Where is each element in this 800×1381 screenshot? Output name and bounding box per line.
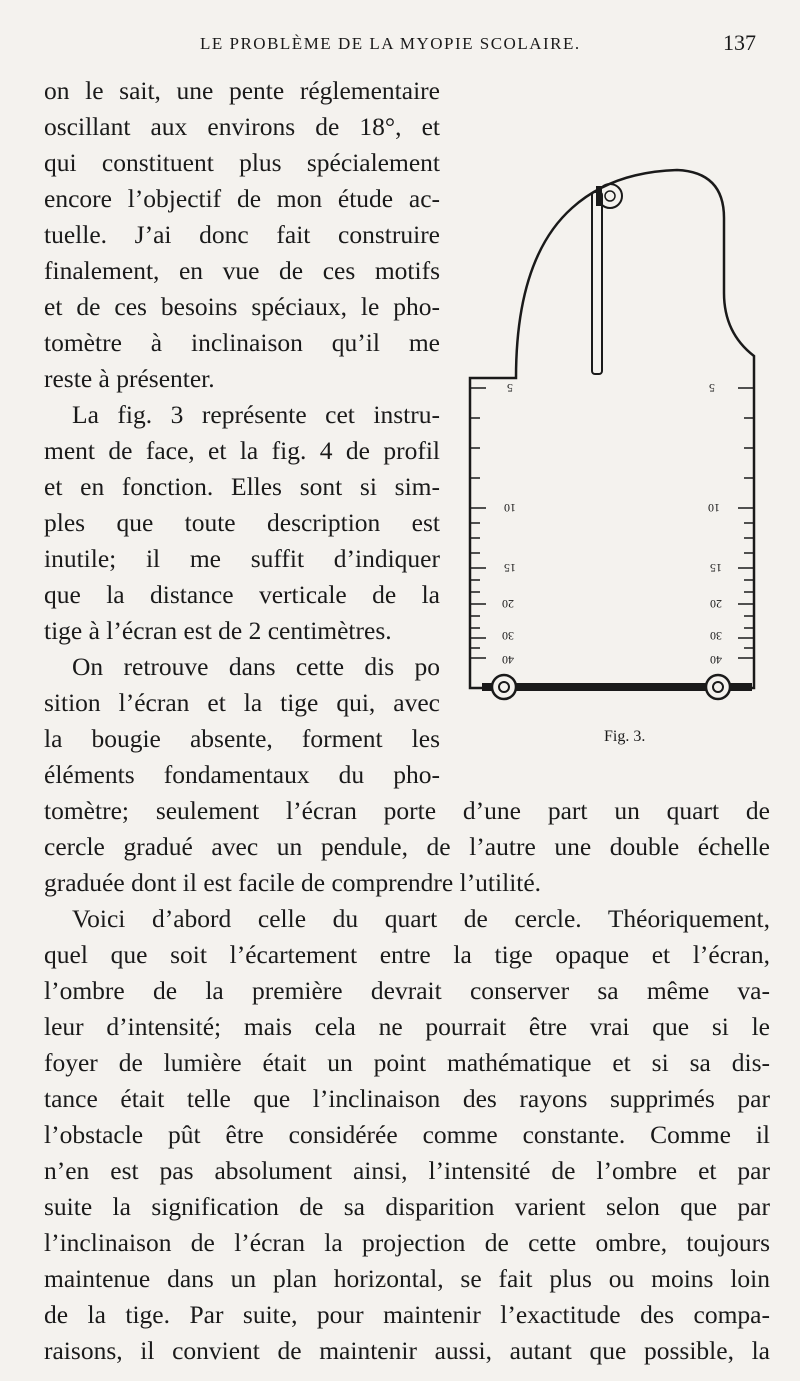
scale-label-left: 5 bbox=[507, 381, 513, 395]
text-line: l’ombre de la première devrait conserver sa même va- bbox=[44, 976, 770, 1005]
text-line: ment de face, et la fig. 4 de profil bbox=[44, 436, 440, 465]
left-scale bbox=[470, 378, 486, 688]
text-line: qui constituent plus spécialement bbox=[44, 148, 440, 177]
scale-label-right: 40 bbox=[710, 653, 722, 667]
scale-label-right: 20 bbox=[710, 597, 722, 611]
text-line: sition l’écran et la tige qui, avec bbox=[44, 688, 440, 717]
text-line: La fig. 3 représente cet instru- bbox=[72, 400, 440, 429]
text-line: et en fonction. Elles sont si sim- bbox=[44, 472, 440, 501]
text-line: leur d’intensité; mais cela ne pourrait être vrai que si le bbox=[44, 1012, 770, 1041]
text-line: raisons, il convient de maintenir aussi, autant que possible, la bbox=[44, 1336, 770, 1365]
scale-label-left: 20 bbox=[502, 597, 514, 611]
text-line: suite la signification de sa disparition varient selon que par bbox=[44, 1192, 770, 1221]
text-line: tomètre à inclinaison qu’il me bbox=[44, 328, 440, 357]
text-line: finalement, en vue de ces motifs bbox=[44, 256, 440, 285]
right-knob bbox=[706, 675, 730, 699]
page-number: 137 bbox=[723, 30, 756, 55]
scale-label-right: 15 bbox=[710, 561, 722, 575]
scale-label-left: 30 bbox=[502, 629, 514, 643]
text-line: cercle gradué avec un pendule, de l’autre une double échelle bbox=[44, 832, 770, 861]
scale-label-right: 5 bbox=[709, 381, 715, 395]
text-line: l’inclinaison de l’écran la projection de cette ombre, toujours bbox=[44, 1228, 770, 1257]
text-line: ples que toute description est bbox=[44, 508, 440, 537]
text-line: Voici d’abord celle du quart de cercle. Théoriquement, bbox=[72, 904, 770, 933]
text-line: reste à présenter. bbox=[44, 364, 215, 393]
text-line: n’en est pas absolument ainsi, l’intensité de l’ombre et par bbox=[44, 1156, 770, 1185]
text-line: graduée dont il est facile de comprendre l’utilité. bbox=[44, 868, 542, 897]
scale-label-left: 40 bbox=[502, 653, 514, 667]
text-line: l’obstacle pût être considérée comme constante. Comme il bbox=[44, 1120, 770, 1149]
text-line: tance était telle que l’inclinaison des rayons supprimés par bbox=[44, 1084, 770, 1113]
text-line: quel que soit l’écartement entre la tige opaque et l’écran, bbox=[44, 940, 770, 969]
stem bbox=[592, 192, 602, 374]
text-line: encore l’objectif de mon étude ac- bbox=[44, 184, 440, 213]
text-line: que la distance verticale de la bbox=[44, 580, 440, 609]
right-scale bbox=[738, 356, 754, 688]
text-line: foyer de lumière était un point mathématique et si sa dis- bbox=[44, 1048, 770, 1077]
running-title: LE PROBLÈME DE LA MYOPIE SCOLAIRE. bbox=[200, 34, 581, 53]
figure-caption: Fig. 3. bbox=[604, 728, 646, 745]
text-line: maintenue dans un plan horizontal, se fait plus ou moins loin bbox=[44, 1264, 770, 1293]
text-line: on le sait, une pente réglementaire bbox=[44, 76, 440, 105]
text-line: inutile; il me suffit d’indiquer bbox=[44, 544, 440, 573]
text-line: tuelle. J’ai donc fait construire bbox=[44, 220, 440, 249]
text-line: de la tige. Par suite, pour maintenir l’exactitude des compa- bbox=[44, 1300, 770, 1329]
text-line: tomètre; seulement l’écran porte d’une part un quart de bbox=[44, 796, 770, 825]
scale-label-right: 30 bbox=[710, 629, 722, 643]
running-head bbox=[40, 30, 770, 64]
scale-label-left: 10 bbox=[504, 501, 516, 515]
text-line: On retrouve dans cette dis po bbox=[72, 652, 440, 681]
text-line: la bougie absente, forment les bbox=[44, 724, 440, 753]
text-line: oscillant aux environs de 18°, et bbox=[44, 112, 440, 141]
text-line: éléments fondamentaux du pho- bbox=[44, 760, 440, 789]
photometer-figure bbox=[462, 128, 772, 758]
text-line: et de ces besoins spéciaux, le pho- bbox=[44, 292, 440, 321]
scale-label-right: 10 bbox=[708, 501, 720, 515]
text-line: tige à l’écran est de 2 centimètres. bbox=[44, 616, 392, 645]
scale-label-left: 15 bbox=[504, 561, 516, 575]
left-knob bbox=[492, 675, 516, 699]
